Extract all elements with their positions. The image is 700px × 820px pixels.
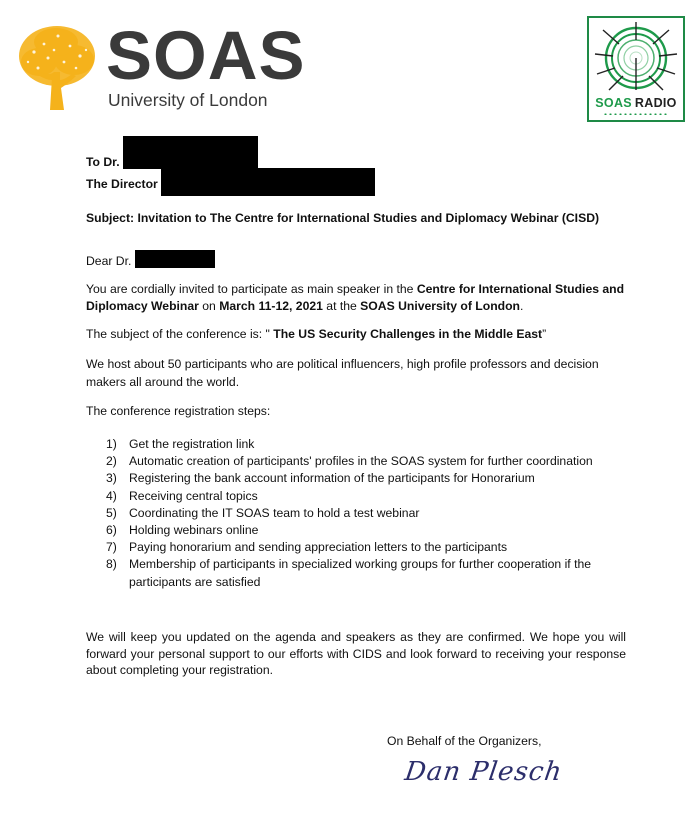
- step-text: Membership of participants in specialized working groups for further cooperation if the participants are satisfied: [129, 557, 592, 589]
- list-item: [106, 436, 606, 453]
- step-number: 2): [106, 454, 117, 469]
- signoff-line: On Behalf of the Organizers,: [387, 734, 542, 748]
- conference-topic: The US Security Challenges in the Middle East: [273, 327, 543, 341]
- soas-radio-logo: [587, 16, 685, 122]
- list-item: [106, 505, 606, 522]
- step-text: Automatic creation of participants' profiles in the SOAS system for further coordination: [129, 454, 593, 469]
- step-number: 7): [106, 540, 117, 555]
- p2-text: ”: [542, 327, 547, 341]
- step-number: 6): [106, 523, 117, 538]
- salutation: Dear Dr.: [86, 254, 132, 268]
- closing-paragraph: We will keep you updated on the agenda and speakers as they are confirmed. We hope you will forward your personal support to our efforts with CIDS and look forward to receiving your response about completing your registration.: [86, 630, 626, 677]
- radio-label-radio: RADIO: [634, 96, 677, 110]
- university-of-london-subtitle: University of London: [108, 90, 268, 110]
- p1-text: .: [519, 299, 524, 313]
- step-text: Paying honorarium and sending appreciation letters to the participants: [129, 540, 508, 555]
- list-item: [106, 470, 606, 487]
- radio-dotted-line: [603, 113, 669, 115]
- step-text: Get the registration link: [129, 437, 255, 451]
- step-number: 8): [106, 557, 117, 572]
- list-item: [106, 488, 606, 505]
- list-item: [106, 453, 606, 470]
- redaction-salutation-name: [135, 250, 215, 268]
- p1-webinar-name: Centre for International Studies and Diplomacy Webinar: [86, 282, 625, 313]
- soas-wordmark: SOAS: [106, 17, 306, 94]
- recipient-to-label: To Dr.: [86, 155, 120, 169]
- subject-line: Subject: Invitation to The Centre for International Studies and Diplomacy Webinar (CISD): [86, 211, 600, 225]
- step-text: Holding webinars online: [129, 523, 259, 538]
- redaction-institution: [161, 168, 375, 196]
- conference-subject-paragraph: [86, 326, 646, 343]
- step-number: 5): [106, 505, 117, 520]
- step-number: 4): [106, 488, 117, 503]
- list-item: [106, 556, 606, 590]
- participants-paragraph: We host about 50 participants who are political influencers, high profile professors and decision makers all around the world.: [86, 357, 599, 389]
- soas-radio-label: [589, 96, 683, 110]
- list-item: [106, 539, 606, 556]
- soas-tree-logo-icon: [14, 22, 100, 110]
- p1-venue: SOAS University of London: [360, 299, 520, 313]
- step-text: Registering the bank account information of the participants for Honorarium: [129, 471, 535, 486]
- step-number: 1): [106, 437, 117, 451]
- redaction-name: [123, 136, 258, 169]
- registration-steps-intro: The conference registration steps:: [86, 404, 271, 418]
- p2-text: The subject of the conference is: ": [86, 327, 274, 341]
- invitation-paragraph: [86, 281, 628, 315]
- p1-date: March 11-12, 2021: [219, 299, 323, 313]
- registration-steps-list: [106, 436, 606, 591]
- step-text: Coordinating the IT SOAS team to hold a test webinar: [129, 505, 420, 520]
- p1-text: at the: [322, 299, 361, 313]
- list-item: [106, 522, 606, 539]
- step-number: 3): [106, 471, 117, 486]
- p1-text: on: [198, 299, 220, 313]
- step-text: Receiving central topics: [129, 488, 258, 503]
- p1-text: You are cordially invited to participate as main speaker in the: [86, 282, 417, 296]
- radio-label-soas: SOAS: [595, 96, 632, 110]
- handwritten-signature: Dan Plesch: [402, 757, 565, 787]
- recipient-director-label: The Director: [86, 177, 158, 191]
- radio-antenna-icon: [589, 18, 683, 96]
